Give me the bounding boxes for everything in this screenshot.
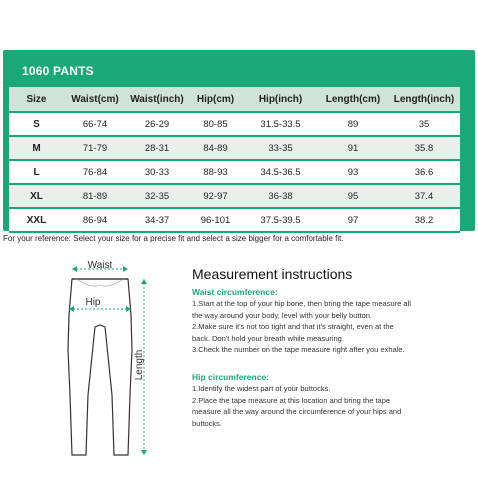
- table-cell: 35: [388, 112, 460, 136]
- table-cell: 38.2: [388, 208, 460, 232]
- length-label: Length: [134, 349, 145, 381]
- instruction-line: 2.Place the tape measure at this location and bring the tape: [192, 395, 391, 405]
- table-header-row: [9, 87, 460, 112]
- instruction-line: 1.Start at the top of your hip bone, then bring the tape measure all: [192, 299, 411, 308]
- column-header: Size: [9, 87, 64, 112]
- table-cell: 81-89: [64, 184, 126, 208]
- table-cell: 96-101: [188, 208, 243, 232]
- hip-label: Hip: [85, 297, 101, 308]
- waist-instructions: [192, 298, 417, 356]
- instruction-line: 2.Make sure it's not too tight and that it's straight, even at the: [192, 322, 394, 331]
- table-cell: 91: [318, 136, 388, 160]
- table-cell: 76-84: [64, 160, 126, 184]
- table-row: [9, 160, 460, 184]
- table-row: [9, 136, 460, 160]
- table-row: [9, 208, 460, 232]
- table-cell: 35.8: [388, 136, 460, 160]
- table-cell: 31.5-33.5: [243, 112, 318, 136]
- waist-arrow-left-icon: [72, 266, 77, 272]
- table-cell: 32-35: [126, 184, 188, 208]
- table-cell: 34.5-36.5: [243, 160, 318, 184]
- instructions-title: Measurement instructions: [192, 266, 353, 282]
- table-cell: 26-29: [126, 112, 188, 136]
- chart-title: 1060 PANTS: [22, 64, 94, 78]
- fit-note: For your reference: Select your size for a precise fit and select a size bigger for a comfortable fit.: [3, 234, 344, 243]
- size-cell: XL: [9, 184, 64, 208]
- waist-arrow-right-icon: [123, 266, 128, 272]
- waist-heading: Waist circumference:: [192, 287, 278, 297]
- table-cell: 84-89: [188, 136, 243, 160]
- hip-heading: Hip circumference:: [192, 372, 269, 382]
- instruction-line: back. Don't hold your breath while measuring.: [192, 333, 344, 343]
- table-cell: 89: [318, 112, 388, 136]
- table-cell: 71-79: [64, 136, 126, 160]
- instruction-line: buttocks.: [192, 418, 223, 428]
- table-cell: 36.6: [388, 160, 460, 184]
- column-header: Length(cm): [318, 87, 388, 112]
- column-header: Length(inch): [388, 87, 460, 112]
- table-cell: 66-74: [64, 112, 126, 136]
- length-arrow-top-icon: [141, 279, 147, 284]
- table-cell: 28-31: [126, 136, 188, 160]
- waist-label: Waist: [87, 260, 113, 271]
- table-cell: 92-97: [188, 184, 243, 208]
- table-cell: 93: [318, 160, 388, 184]
- table-cell: 34-37: [126, 208, 188, 232]
- size-cell: XXL: [9, 208, 64, 232]
- table-cell: 36-38: [243, 184, 318, 208]
- pants-diagram: [62, 255, 172, 470]
- table-cell: 37.5-39.5: [243, 208, 318, 232]
- table-cell: 33-35: [243, 136, 318, 160]
- size-cell: M: [9, 136, 64, 160]
- instruction-line: 1.Identify the widest part of your buttocks.: [192, 384, 331, 393]
- instruction-line: measure all the way around the circumference of your hips and: [192, 407, 402, 416]
- size-table: [9, 87, 460, 233]
- table-cell: 80-85: [188, 112, 243, 136]
- column-header: Waist(cm): [64, 87, 126, 112]
- table-cell: 30-33: [126, 160, 188, 184]
- instruction-line: 3.Check the number on the tape measure right after you exhale.: [192, 345, 405, 354]
- column-header: Hip(inch): [243, 87, 318, 112]
- size-cell: S: [9, 112, 64, 136]
- hip-instructions: [192, 383, 417, 429]
- table-cell: 97: [318, 208, 388, 232]
- instruction-line: the way around your body, level with your belly button.: [192, 310, 372, 320]
- table-cell: 37.4: [388, 184, 460, 208]
- table-row: [9, 184, 460, 208]
- table-cell: 95: [318, 184, 388, 208]
- column-header: Hip(cm): [188, 87, 243, 112]
- table-cell: 86-94: [64, 208, 126, 232]
- table-row: [9, 112, 460, 136]
- length-arrow-bottom-icon: [141, 450, 147, 455]
- size-cell: L: [9, 160, 64, 184]
- column-header: Waist(inch): [126, 87, 188, 112]
- table-cell: 88-93: [188, 160, 243, 184]
